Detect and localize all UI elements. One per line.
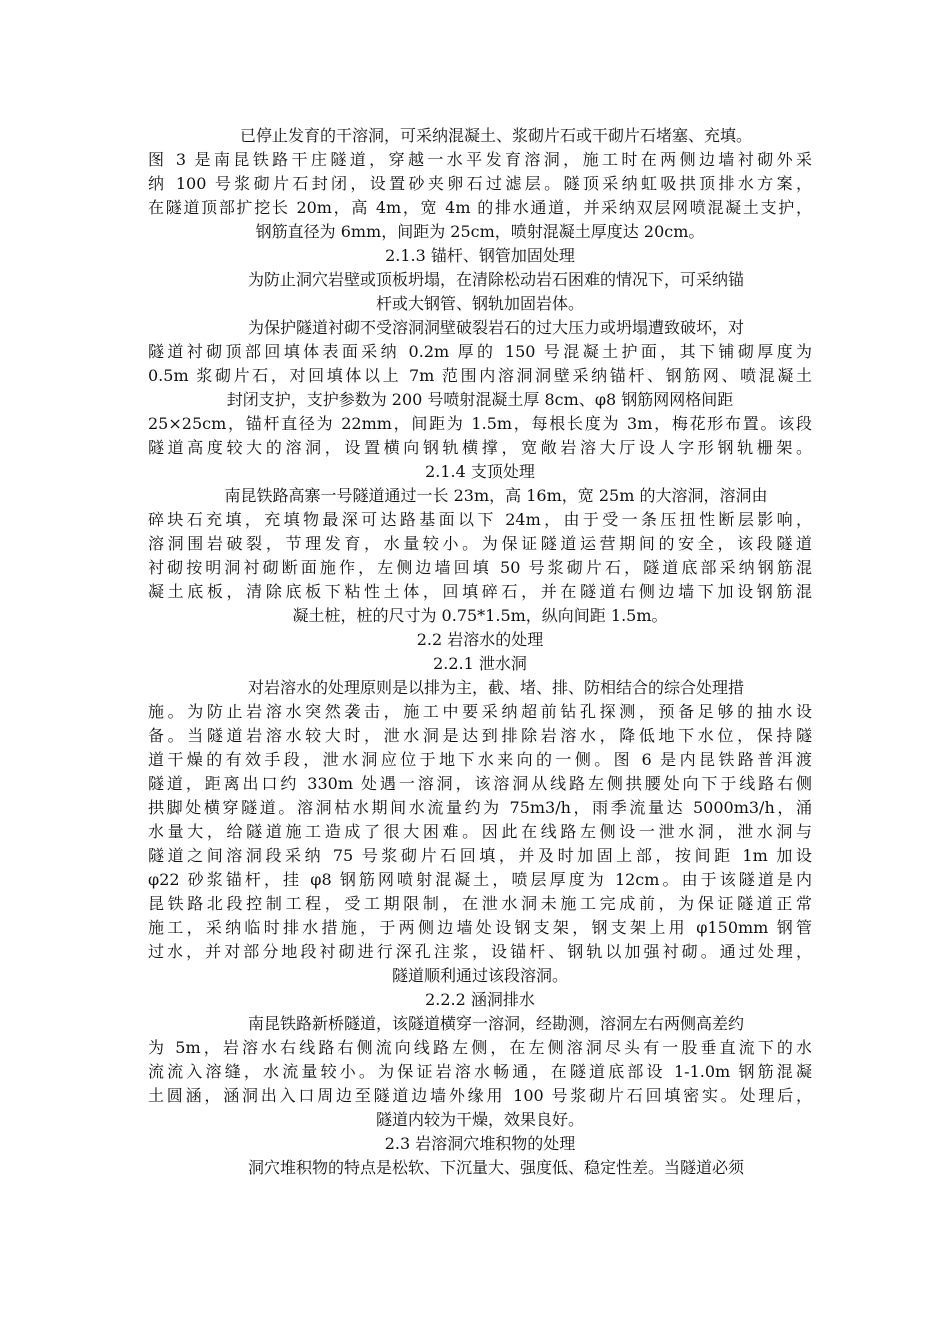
text-line: φ22 砂浆锚杆，挂 φ8 钢筋网喷射混凝土，喷层厚度为 12cm。由于该隧道是内	[148, 870, 812, 889]
text-line: 封闭支护，支护参数为 200 号喷射混凝土厚 8cm、φ8 钢筋网网格间距	[226, 390, 734, 409]
text-line: 道干燥的有效手段，泄水洞应位于地下水来向的一侧。图 6 是内昆铁路普洱渡	[148, 750, 812, 769]
text-line: 为防止洞穴岩壁或顶板坍塌，在清除松动岩石困难的情况下，可采纳锚	[247, 270, 744, 289]
text-line: 隧道衬砌顶部回填体表面采纳 0.2m 厚的 150 号混凝土护面，其下铺砌厚度为	[148, 342, 812, 361]
section-heading: 2.2 岩溶水的处理	[416, 630, 544, 649]
text-line: 为保护隧道衬砌不受溶洞洞壁破裂岩石的过大压力或坍塌遭致破坏，对	[247, 318, 744, 337]
text-line: 图 3 是南昆铁路干庄隧道，穿越一水平发育溶洞，施工时在两侧边墙衬砌外采	[148, 150, 812, 169]
text-line: 南昆铁路新桥隧道，该隧道横穿一溶洞，经勘测，溶洞左右两侧高差约	[247, 1014, 744, 1033]
text-line: 施。为防止岩溶水突然袭击，施工中要采纳超前钻孔探测，预备足够的抽水设	[148, 702, 812, 721]
text-line: 隧道高度较大的溶洞，设置横向钢轨横撑，宽敞岩溶大厅设人字形钢轨栅架。	[148, 438, 812, 457]
text-line: 对岩溶水的处理原则是以排为主，截、堵、排、防相结合的综合处理措	[247, 678, 744, 697]
text-line: 南昆铁路高寨一号隧道通过一长 23m，高 16m，宽 25m 的大溶洞，溶洞由	[224, 486, 768, 505]
text-line: 为 5m，岩溶水右线路右侧流向线路左侧，在左侧溶洞尽头有一股垂直流下的水	[148, 1038, 812, 1057]
section-heading: 2.3 岩溶洞穴堆积物的处理	[384, 1134, 576, 1153]
text-line: 水量大，给隧道施工造成了很大困难。因此在线路左侧设一泄水洞，泄水洞与	[148, 822, 812, 841]
section-heading: 2.2.1 泄水洞	[433, 654, 527, 673]
document-page	[148, 124, 812, 1180]
text-line: 钢筋直径为 6mm，间距为 25cm，喷射混凝土厚度达 20cm。	[255, 222, 705, 241]
text-line: 凝土桩，桩的尺寸为 0.75*1.5m，纵向间距 1.5m。	[292, 606, 668, 625]
text-line: 杆或大钢管、钢轨加固岩体。	[375, 294, 584, 313]
text-line: 拱脚处横穿隧道。溶洞枯水期间水流量约为 75m3/h，雨季流量达 5000m3/h，涌	[148, 798, 812, 817]
text-line: 0.5m 浆砌片石，对回填体以上 7m 范围内溶洞洞壁采纳锚杆、钢筋网、喷混凝土	[148, 366, 812, 385]
text-line: 过水，并对部分地段衬砌进行深孔注浆，设锚杆、钢轨以加强衬砌。通过处理，	[148, 942, 812, 961]
text-line: 纳 100 号浆砌片石封闭，设置砂夹卵石过滤层。隧顶采纳虹吸拱顶排水方案，	[148, 174, 812, 193]
text-line: 溶洞围岩破裂，节理发育，水量较小。为保证隧道运营期间的安全，该段隧道	[148, 534, 812, 553]
text-line: 昆铁路北段控制工程，受工期限制，在泄水洞未施工完成前，为保证隧道正常	[148, 894, 812, 913]
text-line: 土圆涵，涵洞出入口周边至隧道边墙外缘用 100 号浆砌片石回填密实。处理后，	[148, 1086, 812, 1105]
text-line: 衬砌按明洞衬砌断面施作，左侧边墙回填 50 号浆砌片石，隧道底部采纳钢筋混	[148, 558, 812, 577]
text-line: 隧道之间溶洞段采纳 75 号浆砌片石回填，并及时加固上部，按间距 1m 加设	[148, 846, 812, 865]
section-heading: 2.2.2 涵洞排水	[425, 990, 535, 1009]
text-line: 隧道，距离出口约 330m 处遇一溶洞，该溶洞从线路左侧拱腰处向下于线路右侧	[148, 774, 812, 793]
text-line: 在隧道顶部扩挖长 20m，高 4m，宽 4m 的排水通道，并采纳双层网喷混凝土支护，	[148, 198, 812, 217]
text-line: 已停止发育的干溶洞，可采纳混凝土、浆砌片石或干砌片石堵塞、充填。	[239, 126, 752, 145]
text-line: 凝土底板，清除底板下粘性土体，回填碎石，并在隧道右侧边墙下加设钢筋混	[148, 582, 812, 601]
text-line: 施工，采纳临时排水措施，于两侧边墙处设钢支架，钢支架上用 φ150mm 钢管	[148, 918, 812, 937]
text-line: 25×25cm，锚杆直径为 22mm，间距为 1.5m，每根长度为 3m，梅花形布置。该段	[148, 414, 812, 433]
text-line: 洞穴堆积物的特点是松软、下沉量大、强度低、稳定性差。当隧道必须	[247, 1158, 744, 1177]
text-line: 备。当隧道岩溶水较大时，泄水洞是达到排除岩溶水，降低地下水位，保持隧	[148, 726, 812, 745]
text-line: 流流入溶缝，水流量较小。为保证岩溶水畅通，在隧道底部设 1-1.0m 钢筋混凝	[148, 1062, 812, 1081]
section-heading: 2.1.3 锚杆、钢管加固处理	[385, 246, 575, 265]
text-line: 碎块石充填，充填物最深可达路基面以下 24m，由于受一条压扭性断层影响，	[148, 510, 812, 529]
text-line: 隧道顺利通过该段溶洞。	[391, 966, 568, 985]
section-heading: 2.1.4 支顶处理	[425, 462, 535, 481]
text-line: 隧道内较为干燥，效果良好。	[375, 1110, 584, 1129]
